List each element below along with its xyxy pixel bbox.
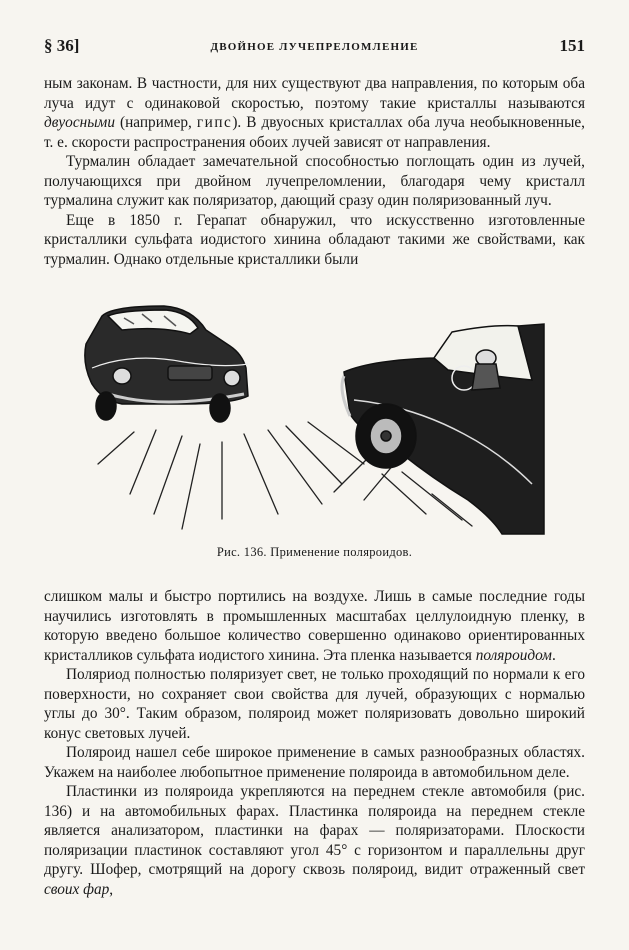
figure-cars-illustration [72,304,558,536]
paragraph-3: Еще в 1850 г. Герапат обнаружил, что искусственно изготовленные кристаллики сульфата иодистого хинина обладают такими же свойствами, как турмалин. Однако отдельные кристаллики были [44,211,585,268]
paragraph-6: Поляроид нашел себе широкое применение в самых разнообразных областях. Укажем на наиболее любопытное применение поляроида в автомобильном деле. [44,744,585,781]
paragraph-4-text-b: . [551,646,556,664]
term-gypsum: гипс [196,114,233,131]
running-header [44,36,585,58]
paragraph-2: Турмалин обладает замечательной способностью поглощать один из лучей, получающихся при двойном лучепреломлении, благодаря чему кристалл турмалина служит как поляризатор, дающий сразу один поляризованный луч. [44,153,585,209]
section-marker: § 36] [44,36,80,55]
paragraph-7 [44,782,585,899]
term-own-headlights: своих фар [44,880,110,898]
paragraph-7-text-a: Пластинки из поляроида укрепляются на переднем стекле автомобиля (рис. 136) и на автомобильных фарах. Пластинка поляроида на переднем стекле является анализатором, пластинки на фарах — поляризаторами. Плоскости поляризации пластинок составляют угол 45° с горизонтом и параллельны друг другу. Шофер, смотрящий на дорогу сквозь поляроид, видит отраженный свет [44,783,585,878]
text-block-top [44,74,585,269]
term-biaxial: двуосными [44,114,115,131]
car-left [85,306,248,422]
paragraph-1 [44,74,585,152]
paragraph-1-text-c: ). В двуосных кристаллах оба луча необыкновенные, т. е. скорости распространения обоих лучей зависят от направления. [44,114,585,151]
paragraph-4-text-a: слишком малы и быстро портились на воздухе. Лишь в самые последние годы научились изготовлять в промышленных масштабах целлулоидную пленку, в которую введено большое количество совершенно одинаково ориентированных кристалликов сульфата иодистого хинина. Эта пленка называется [44,588,585,664]
page-number: 151 [559,36,585,55]
paragraph-1-text-a: ным законам. В частности, для них существуют два направления, по которым оба луча идут с одинаковой скоростью, поэтому такие кристаллы называются [44,75,585,112]
paragraph-7-text-b: , [109,880,114,898]
paragraph-4 [44,587,585,665]
paragraph-1-text-b: (например, [114,114,197,131]
running-title: ДВОЙНОЕ ЛУЧЕПРЕЛОМЛЕНИЕ [210,41,419,53]
term-polaroid: поляроидом [475,646,552,664]
figure-caption: Рис. 136. Применение поляроидов. [216,545,413,559]
paragraph-5: Поляриод полностью поляризует свет, не только проходящий по нормали к его поверхности, но сохраняет свои свойства для лучей, образующих с нормалью углы до 30°. Таким образом, поляроид может поляризовать довольно широкий конус световых лучей. [44,666,585,742]
text-block-bottom [44,587,585,899]
